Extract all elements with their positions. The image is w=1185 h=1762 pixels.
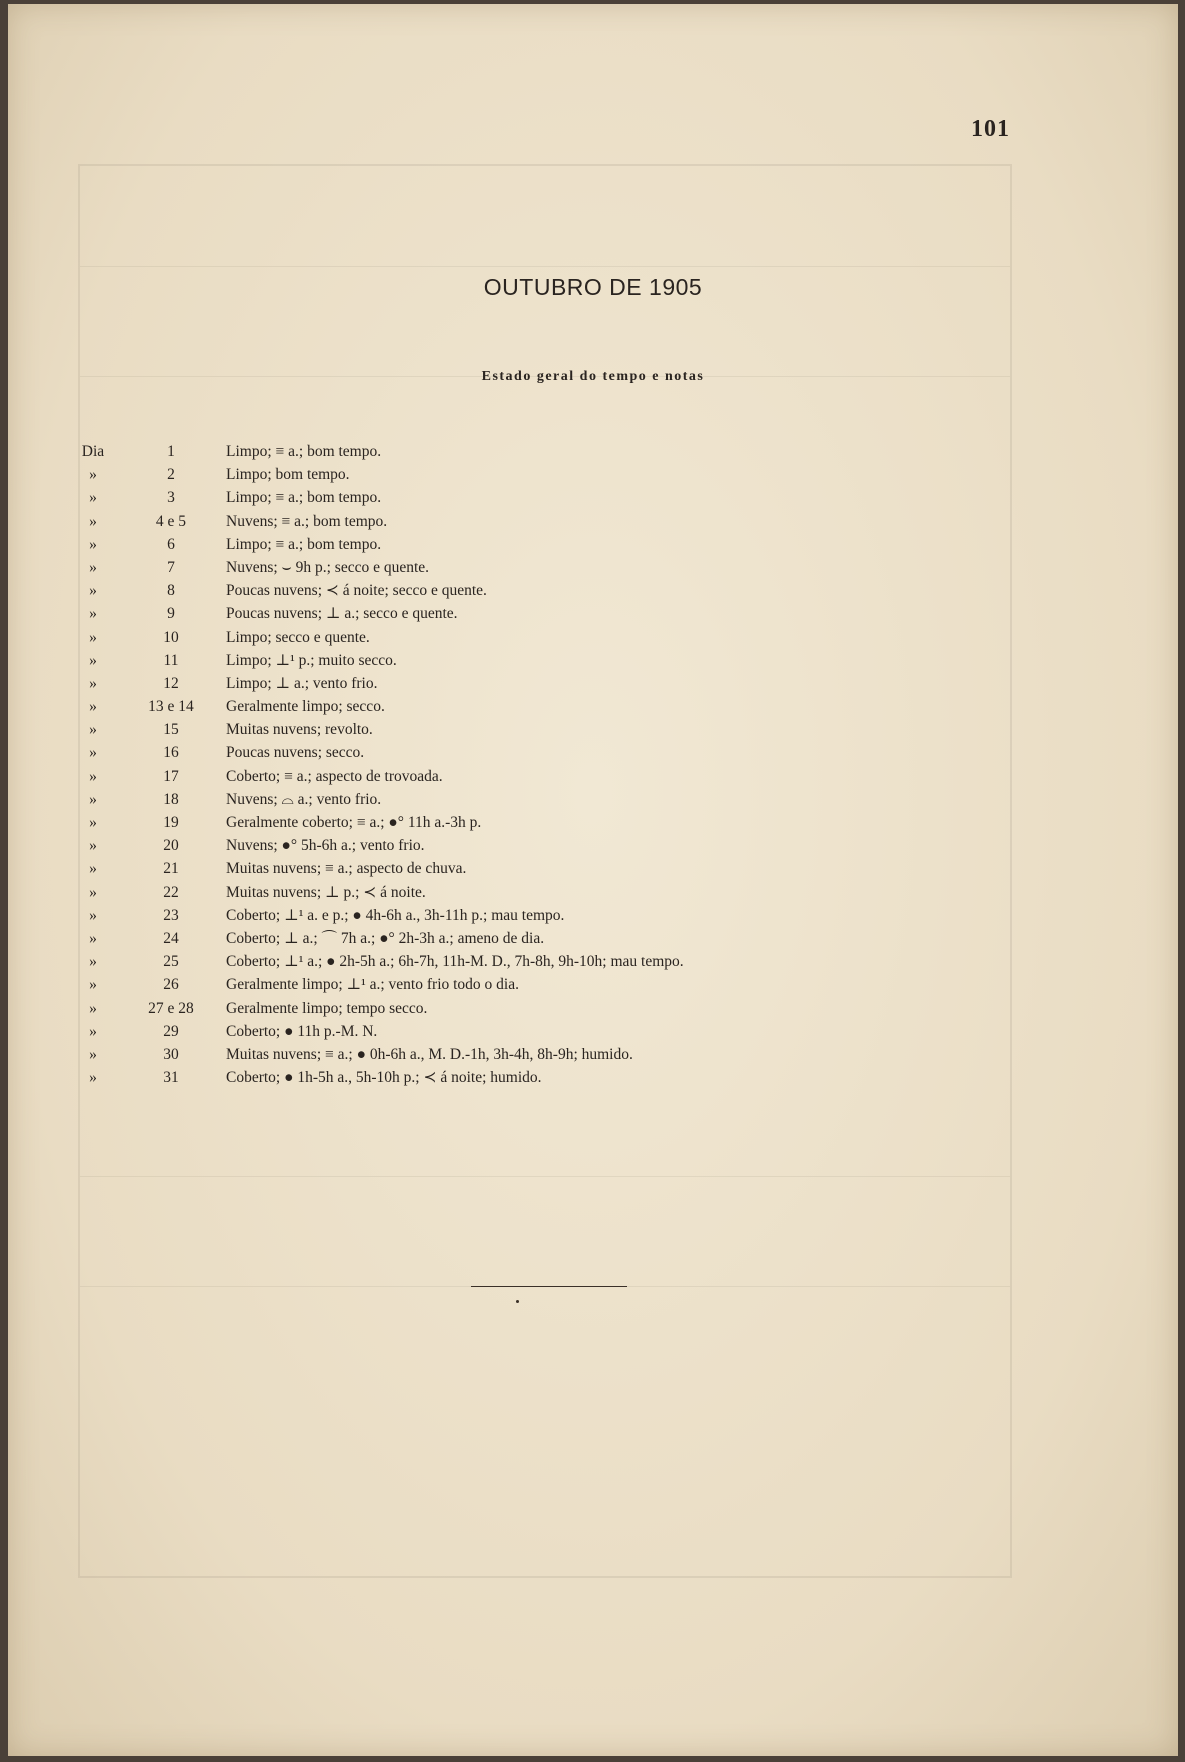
day-number: 11 [163, 651, 179, 669]
list-item [78, 556, 978, 579]
list-item [78, 626, 978, 649]
document-page [8, 4, 1178, 1756]
weather-note: Poucas nuvens; secco. [226, 744, 365, 762]
day-number: 31 [163, 1069, 179, 1087]
list-item [78, 1066, 978, 1089]
day-label: » [89, 999, 97, 1017]
weather-note: Poucas nuvens; ≺ á noite; secco e quente. [226, 582, 487, 600]
day-label: » [89, 558, 97, 576]
day-number: 16 [163, 744, 179, 762]
day-label: » [89, 1022, 97, 1040]
day-number: 15 [163, 721, 179, 739]
day-label: » [89, 906, 97, 924]
page-number: 101 [971, 116, 1010, 142]
day-label: » [89, 860, 97, 878]
day-number: 10 [163, 628, 179, 646]
day-number: 9 [167, 605, 175, 623]
day-number: 29 [163, 1022, 179, 1040]
day-label: » [89, 744, 97, 762]
weather-note: Geralmente limpo; tempo secco. [226, 999, 428, 1017]
day-number: 25 [163, 953, 179, 971]
list-item [78, 927, 978, 950]
day-number: 20 [163, 837, 179, 855]
day-number: 6 [167, 535, 175, 553]
weather-note: Muitas nuvens; ≡ a.; aspecto de chuva. [226, 860, 467, 878]
list-item [78, 1043, 978, 1066]
list-item [78, 881, 978, 904]
list-item [78, 997, 978, 1020]
weather-note: Geralmente coberto; ≡ a.; ●° 11h a.-3h p. [226, 814, 482, 831]
day-label: » [89, 721, 97, 739]
weather-note: Coberto; ≡ a.; aspecto de trovoada. [226, 767, 443, 785]
day-number: 3 [167, 489, 175, 507]
day-label: » [89, 512, 97, 530]
closing-dot [516, 1300, 519, 1303]
list-item [78, 695, 978, 718]
weather-notes-list [78, 440, 978, 1089]
day-label: » [89, 535, 97, 553]
day-label: » [89, 466, 97, 484]
day-number: 12 [163, 674, 179, 692]
day-label: » [89, 814, 97, 831]
weather-note: Coberto; ⊥¹ a.; ● 2h-5h a.; 6h-7h, 11h-M. D., 7h-8h, 9h-10h; mau tempo. [226, 953, 684, 971]
weather-note: Muitas nuvens; ⊥ p.; ≺ á noite. [226, 883, 426, 901]
day-label: » [89, 698, 97, 716]
day-number: 4 e 5 [155, 512, 187, 530]
weather-note: Limpo; ≡ a.; bom tempo. [226, 489, 382, 507]
day-label: » [89, 953, 97, 971]
day-label: Dia [81, 443, 105, 460]
day-label: » [89, 790, 97, 808]
day-label: » [89, 1045, 97, 1063]
weather-note: Muitas nuvens; ≡ a.; ● 0h-6h a., M. D.-1h, 3h-4h, 8h-9h; humido. [226, 1045, 633, 1063]
list-item [78, 811, 978, 834]
day-number: 17 [163, 767, 179, 785]
section-subtitle: Estado geral do tempo e notas [481, 369, 705, 384]
day-number: 27 e 28 [148, 999, 194, 1017]
weather-note: Poucas nuvens; ⊥ a.; secco e quente. [226, 605, 458, 623]
day-label: » [89, 976, 97, 994]
weather-note: Nuvens; ≡ a.; bom tempo. [226, 512, 388, 530]
day-number: 26 [163, 976, 179, 994]
day-number: 13 e 14 [148, 698, 194, 716]
list-item [78, 950, 978, 973]
weather-note: Limpo; ≡ a.; bom tempo. [226, 443, 382, 460]
day-number: 7 [167, 558, 175, 576]
weather-note: Coberto; ⊥¹ a. e p.; ● 4h-6h a., 3h-11h p.; mau tempo. [226, 906, 565, 924]
weather-note: Limpo; ⊥¹ p.; muito secco. [226, 651, 397, 669]
day-label: » [89, 651, 97, 669]
day-number: 23 [163, 906, 179, 924]
day-number: 30 [163, 1045, 179, 1063]
list-item [78, 649, 978, 672]
weather-note: Coberto; ● 11h p.-M. N. [226, 1022, 378, 1040]
day-number: 19 [163, 814, 179, 831]
list-item [78, 834, 978, 857]
day-number: 24 [163, 929, 179, 947]
day-label: » [89, 837, 97, 855]
weather-note: Geralmente limpo; secco. [226, 698, 385, 716]
page-title: OUTUBRO DE 1905 [483, 274, 703, 300]
day-number: 22 [163, 883, 179, 901]
list-item [78, 510, 978, 533]
day-number: 18 [163, 790, 179, 808]
weather-note: Nuvens; ⌓ a.; vento frio. [226, 790, 382, 808]
list-item [78, 463, 978, 486]
weather-note: Limpo; secco e quente. [226, 628, 370, 646]
weather-note: Limpo; ≡ a.; bom tempo. [226, 535, 382, 553]
day-label: » [89, 489, 97, 507]
day-number: 2 [167, 466, 175, 484]
day-label: » [89, 883, 97, 901]
closing-rule [471, 1286, 627, 1287]
list-item [78, 672, 978, 695]
weather-note: Muitas nuvens; revolto. [226, 721, 373, 739]
list-item [78, 579, 978, 602]
weather-note: Nuvens; ⌣ 9h p.; secco e quente. [226, 558, 430, 576]
list-item [78, 602, 978, 625]
day-label: » [89, 674, 97, 692]
weather-note: Limpo; bom tempo. [226, 466, 350, 484]
day-label: » [89, 628, 97, 646]
day-label: » [89, 767, 97, 785]
day-number: 21 [163, 860, 179, 878]
list-item [78, 718, 978, 741]
weather-note: Coberto; ● 1h-5h a., 5h-10h p.; ≺ á noite; humido. [226, 1069, 542, 1087]
list-item [78, 904, 978, 927]
list-item [78, 533, 978, 556]
day-label: » [89, 1069, 97, 1087]
weather-note: Geralmente limpo; ⊥¹ a.; vento frio todo o dia. [226, 976, 519, 994]
day-label: » [89, 929, 97, 947]
day-number: 1 [167, 443, 175, 460]
weather-note: Limpo; ⊥ a.; vento frio. [226, 674, 378, 692]
list-item [78, 973, 978, 996]
list-item [78, 440, 978, 463]
list-item [78, 788, 978, 811]
list-item [78, 1020, 978, 1043]
list-item [78, 486, 978, 509]
day-number: 8 [167, 582, 175, 600]
weather-note: Coberto; ⊥ a.; ⌒ 7h a.; ●° 2h-3h a.; ameno de dia. [226, 929, 545, 947]
day-label: » [89, 582, 97, 600]
weather-note: Nuvens; ●° 5h-6h a.; vento frio. [226, 837, 425, 855]
day-label: » [89, 605, 97, 623]
list-item [78, 857, 978, 880]
list-item [78, 765, 978, 788]
list-item [78, 741, 978, 764]
